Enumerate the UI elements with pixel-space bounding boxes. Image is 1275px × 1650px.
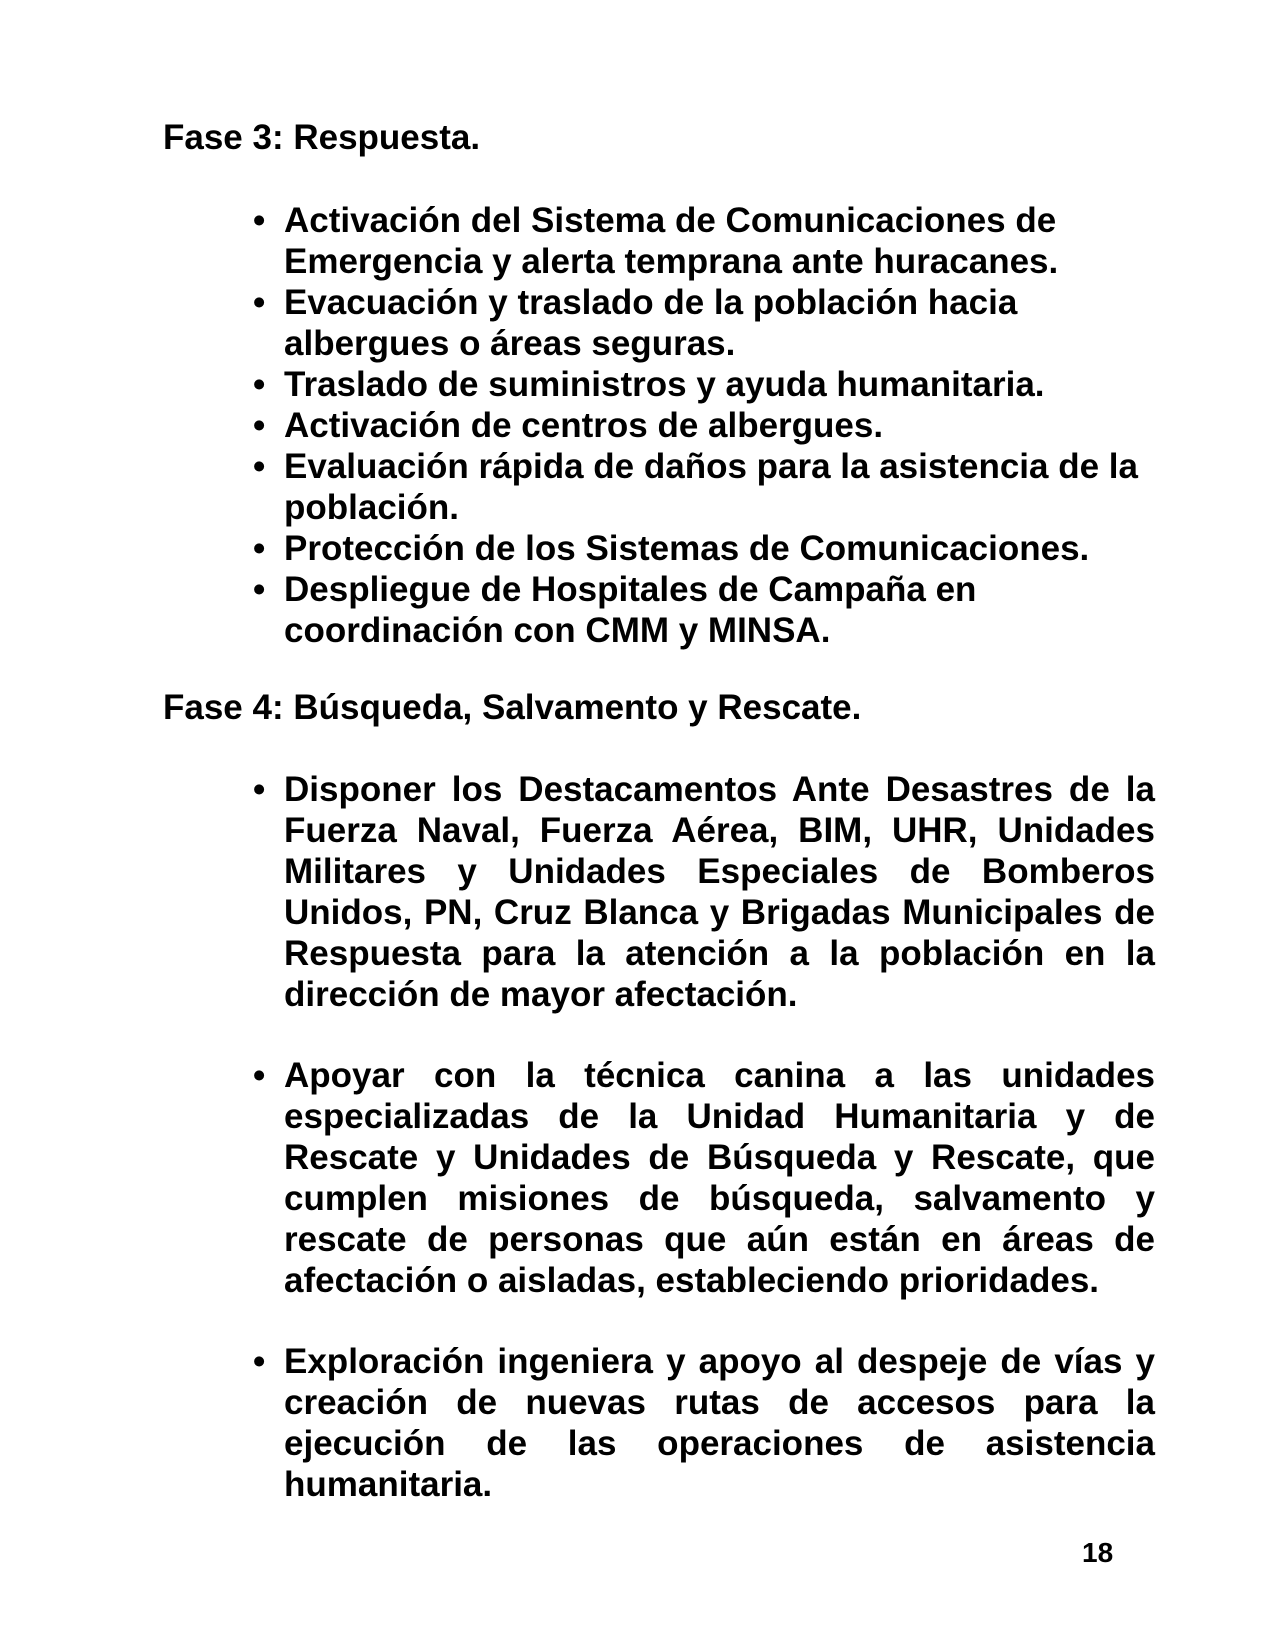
text-line: Rescate y Unidades de Búsqueda y Rescate, que [284,1138,1155,1177]
list-item [253,528,1155,569]
bullet-icon: • [253,447,266,486]
bullet-list-fase-4 [253,769,1155,1505]
text-line: Activación del Sistema de Comunicaciones de [284,201,1057,240]
text-line: especializadas de la Unidad Humanitaria y de [284,1097,1155,1136]
bullet-icon: • [253,406,266,445]
bullet-icon: • [253,529,266,568]
text-line: Protección de los Sistemas de Comunicaciones. [284,529,1090,568]
text-line: Emergencia y alerta temprana ante huracanes. [284,242,1059,281]
text-line: Respuesta para la atención a la población en la [284,934,1155,973]
list-item [253,405,1155,446]
text-line: Activación de centros de albergues. [284,406,884,445]
bullet-icon: • [253,283,266,322]
list-item [253,282,1155,364]
section-fase-3 [0,117,1275,651]
text-line: rescate de personas que aún están en áreas de [284,1220,1155,1259]
text-line: Fuerza Naval, Fuerza Aérea, BIM, UHR, Unidades [284,811,1155,850]
text-line: Apoyar con la técnica canina a las unidades [284,1056,1155,1095]
list-item [253,1055,1155,1301]
bullet-icon: • [253,365,266,404]
text-line: Unidos, PN, Cruz Blanca y Brigadas Municipales de [284,893,1155,932]
text-line: coordinación con CMM y MINSA. [284,611,831,650]
text-line: dirección de mayor afectación. [284,975,798,1014]
text-line: Evacuación y traslado de la población hacia [284,283,1018,322]
text-line: Evaluación rápida de daños para la asistencia de la [284,447,1138,486]
section-fase-4 [0,687,1275,1505]
list-item [253,446,1155,528]
list-item [253,200,1155,282]
bullet-icon: • [253,570,266,609]
text-line: Disponer los Destacamentos Ante Desastres de la [284,770,1155,809]
text-line: afectación o aisladas, estableciendo prioridades. [284,1261,1100,1300]
bullet-icon: • [253,1342,266,1381]
bullet-icon: • [253,201,266,240]
text-line: Traslado de suministros y ayuda humanitaria. [284,365,1045,404]
text-line: Exploración ingeniera y apoyo al despeje de vías y [284,1342,1155,1381]
bullet-icon: • [253,770,266,809]
section-heading-fase-3: Fase 3: Respuesta. [163,118,481,157]
text-line: creación de nuevas rutas de accesos para la [284,1383,1155,1422]
list-item [253,1341,1155,1505]
list-item [253,569,1155,651]
text-line: población. [284,488,459,527]
section-heading-fase-4: Fase 4: Búsqueda, Salvamento y Rescate. [163,688,862,727]
text-line: cumplen misiones de búsqueda, salvamento y [284,1179,1155,1218]
bullet-list-fase-3 [253,200,1155,651]
text-line: Militares y Unidades Especiales de Bomberos [284,852,1155,891]
text-line: ejecución de las operaciones de asistencia [284,1424,1155,1463]
page-number: 18 [1082,1537,1114,1568]
text-line: Despliegue de Hospitales de Campaña en [284,570,977,609]
text-line: humanitaria. [284,1465,493,1504]
list-item [253,769,1155,1015]
text-line: albergues o áreas seguras. [284,324,736,363]
bullet-icon: • [253,1056,266,1095]
list-item [253,364,1155,405]
